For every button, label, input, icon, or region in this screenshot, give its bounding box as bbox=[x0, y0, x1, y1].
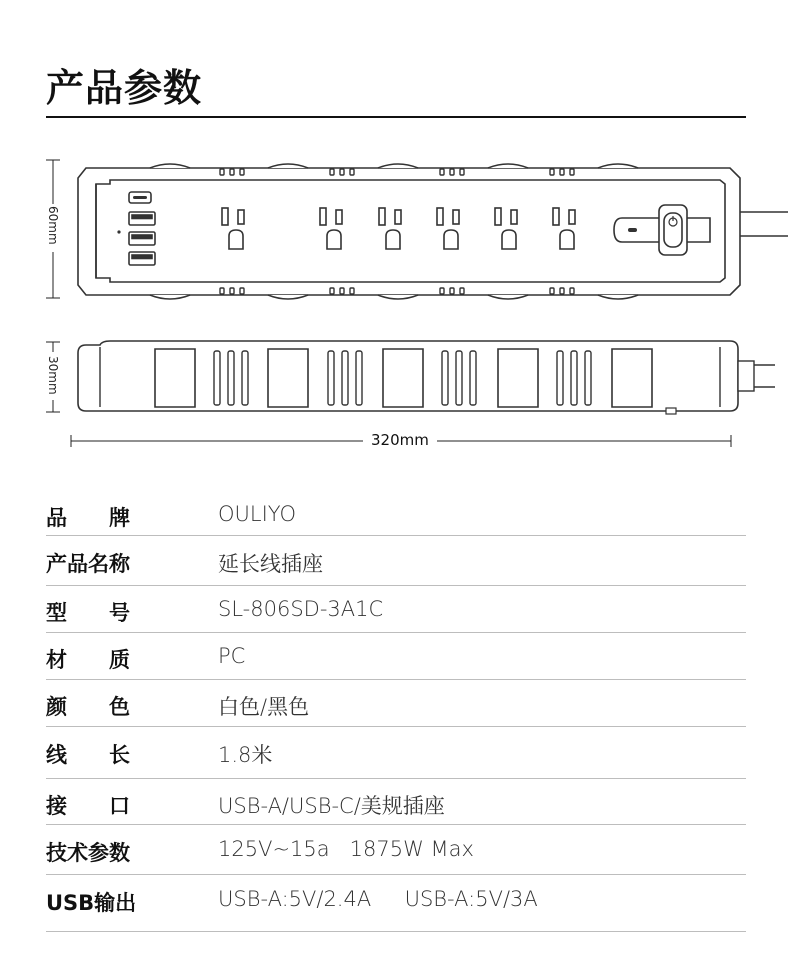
spec-value: 125V~15a 1875W Max bbox=[218, 837, 474, 861]
spec-value: 白色/黑色 bbox=[218, 695, 310, 719]
spec-row-model bbox=[46, 586, 746, 633]
spec-label: 材 质 bbox=[46, 648, 130, 672]
spec-row-color bbox=[46, 680, 746, 727]
spec-value: 1.8米 bbox=[218, 743, 273, 767]
length-label: 320mm bbox=[363, 431, 437, 449]
spec-row-usb-output bbox=[46, 875, 746, 932]
spec-value: 延长线插座 bbox=[218, 552, 323, 576]
spec-value: USB-A/USB-C/美规插座 bbox=[218, 794, 445, 818]
indicator-light-icon bbox=[117, 230, 120, 233]
power-strip-top-view bbox=[30, 150, 790, 310]
power-strip-side-view bbox=[30, 335, 790, 425]
spec-row-interface bbox=[46, 779, 746, 825]
spec-table bbox=[46, 490, 746, 932]
spec-label: 品 牌 bbox=[46, 506, 130, 530]
spec-row-product-name bbox=[46, 536, 746, 586]
spec-label: 型 号 bbox=[46, 601, 130, 625]
spec-row-cord-length bbox=[46, 727, 746, 779]
spec-label: USB输出 bbox=[46, 891, 137, 915]
spec-value: USB-A:5V/2.4A USB-A:5V/3A bbox=[218, 887, 538, 911]
usb-a-port-icon bbox=[129, 212, 155, 265]
spec-value: OULIYO bbox=[218, 502, 297, 526]
spec-label: 技术参数 bbox=[46, 841, 130, 865]
spec-row-material bbox=[46, 633, 746, 680]
usb-c-port-icon bbox=[129, 192, 151, 203]
spec-label: 线 长 bbox=[46, 743, 130, 767]
title-divider bbox=[46, 116, 746, 118]
spec-label: 产品名称 bbox=[46, 552, 130, 576]
spec-label: 颜 色 bbox=[46, 695, 130, 719]
page-title: 产品参数 bbox=[46, 66, 203, 110]
height-label-top: 60mm bbox=[46, 206, 60, 245]
spec-row-tech-params bbox=[46, 825, 746, 875]
spec-row-brand bbox=[46, 490, 746, 536]
spec-value: PC bbox=[218, 644, 246, 668]
spec-value: SL-806SD-3A1C bbox=[218, 597, 384, 621]
spec-label: 接 口 bbox=[46, 794, 130, 818]
height-label-side: 30mm bbox=[46, 356, 60, 395]
